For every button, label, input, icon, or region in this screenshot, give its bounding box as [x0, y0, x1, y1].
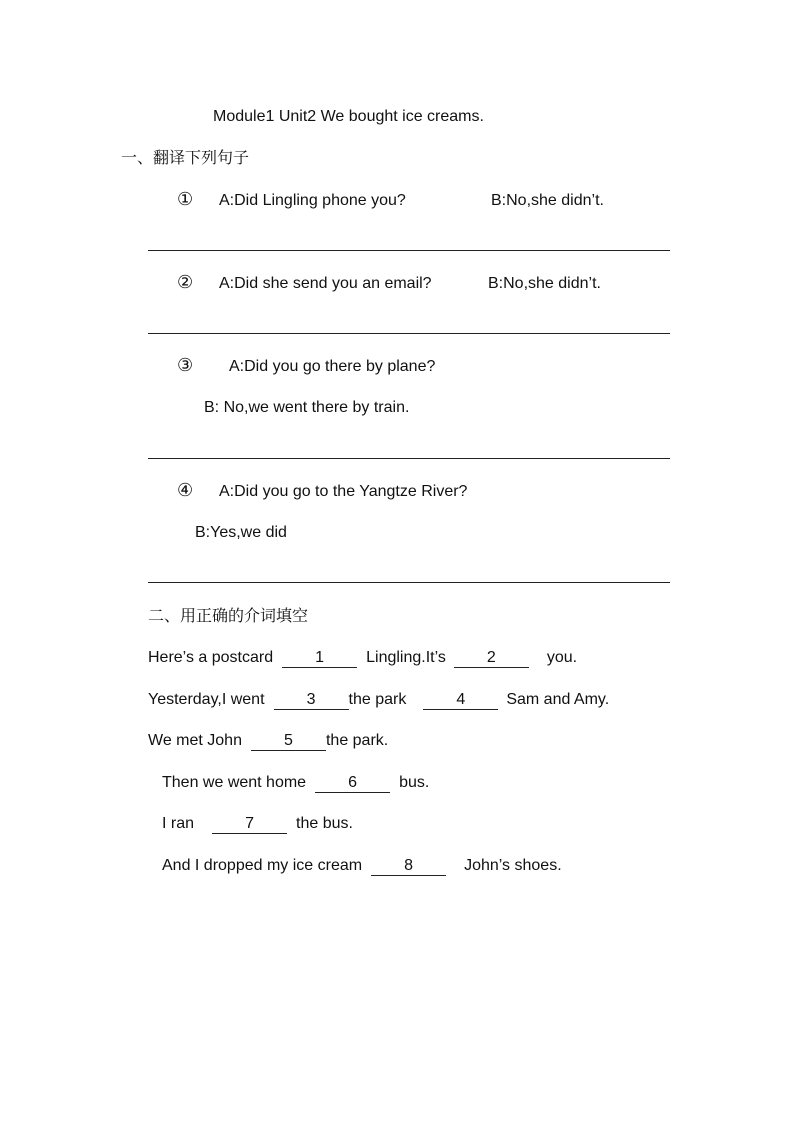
- item1-number: ①: [177, 189, 194, 210]
- fill-line-6-text-a: And I dropped my ice cream: [162, 857, 363, 874]
- item3-answer: B: No,we went there by train.: [204, 399, 410, 416]
- item2-answer: B:No,she didn’t.: [488, 275, 601, 292]
- fill-line-5-text-a: I ran: [162, 815, 195, 832]
- blank-7[interactable]: 7: [212, 815, 287, 834]
- section1-heading: 一、翻译下列句子: [121, 150, 250, 167]
- fill-line-1-text-b: Lingling.It’s: [366, 649, 446, 666]
- item1-question: A:Did Lingling phone you?: [219, 192, 406, 209]
- blank-3[interactable]: 3: [274, 691, 349, 710]
- fill-line-4: [162, 773, 429, 793]
- item4-question: A:Did you go to the Yangtze River?: [219, 483, 468, 500]
- item4-number: ④: [177, 480, 194, 501]
- fill-line-2: [148, 690, 609, 710]
- fill-line-3: [148, 731, 388, 751]
- item1-answer-line[interactable]: [148, 250, 670, 251]
- fill-line-5: [162, 814, 353, 834]
- item1-answer: B:No,she didn’t.: [491, 192, 604, 209]
- fill-line-2-text-c: Sam and Amy.: [506, 691, 610, 708]
- fill-line-1: [148, 648, 577, 668]
- fill-line-6: [162, 856, 562, 876]
- blank-4[interactable]: 4: [423, 691, 498, 710]
- item2-question: A:Did she send you an email?: [219, 275, 432, 292]
- fill-line-2-text-a: Yesterday,I went: [148, 691, 265, 708]
- fill-line-2-text-b: the park: [348, 691, 407, 708]
- fill-line-3-text-a: We met John: [148, 732, 242, 749]
- section2-heading: 二、用正确的介词填空: [148, 608, 309, 625]
- fill-line-1-text-a: Here’s a postcard: [148, 649, 274, 666]
- fill-line-4-text-b: bus.: [399, 774, 430, 791]
- item3-answer-line[interactable]: [148, 458, 670, 459]
- fill-line-3-text-b: the park.: [325, 732, 389, 749]
- blank-5[interactable]: 5: [251, 732, 326, 751]
- fill-line-6-text-b: John’s shoes.: [464, 857, 562, 874]
- fill-line-5-text-b: the bus.: [296, 815, 353, 832]
- blank-1[interactable]: 1: [282, 649, 357, 668]
- fill-line-4-text-a: Then we went home: [162, 774, 307, 791]
- item4-answer-line[interactable]: [148, 582, 670, 583]
- blank-8[interactable]: 8: [371, 857, 446, 876]
- item2-number: ②: [177, 272, 194, 293]
- blank-2[interactable]: 2: [454, 649, 529, 668]
- fill-line-1-text-c: you.: [546, 649, 578, 666]
- item3-number: ③: [177, 355, 194, 376]
- blank-6[interactable]: 6: [315, 774, 390, 793]
- item4-answer: B:Yes,we did: [195, 524, 287, 541]
- item3-question: A:Did you go there by plane?: [229, 358, 436, 375]
- page-title: Module1 Unit2 We bought ice creams.: [213, 108, 484, 125]
- item2-answer-line[interactable]: [148, 333, 670, 334]
